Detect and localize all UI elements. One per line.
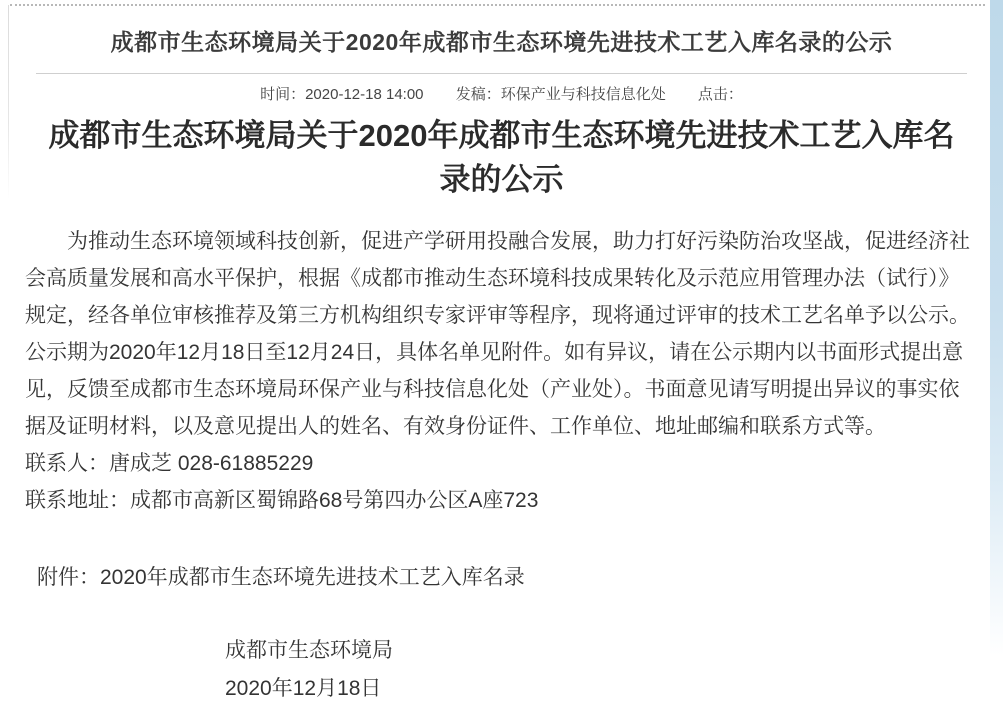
meta-time-label: 时间： [260,86,306,103]
article-title: 成都市生态环境局关于2020年成都市生态环境先进技术工艺入库名录的公示 [48,118,955,197]
meta-time [260,86,423,103]
signature-date: 2020年12月18日 [225,677,382,700]
article-paragraph: 为推动生态环境领域科技创新，促进产学研用投融合发展，助力打好污染防治攻坚战，促进经济社会高质量发展和高水平保护，根据《成都市推动生态环境科技成果转化及示范应用管理办法（试行）》规定，经各单位审核推荐及第三方机构组织专家评审等程序，现将通过评审的技术工艺名单予以公示。公示期为2020年12月18日至12月24日，具体名单见附件。如有异议，请在公示期内以书面形式提出意见，反馈至成都市生态环境局环保产业与科技信息化处（产业处）。书面意见请写明提出异议的事实依据及证明材料，以及意见提出人的姓名、有效身份证件、工作单位、地址邮编和联系方式等。 [25,230,970,438]
signature-block [225,632,978,708]
contact-person: 联系人：唐成芝 028-61885229 [25,452,314,475]
article-meta [0,74,1003,105]
meta-clicks-label: 点击： [697,86,743,103]
left-edge-line [8,5,9,200]
meta-publisher-label: 发稿： [455,86,501,103]
meta-publisher-value: 环保产业与科技信息化处 [500,86,666,103]
attachment-link[interactable]: 附件：2020年成都市生态环境先进技术工艺入库名录 [37,566,525,589]
attachment-row [25,559,978,596]
top-dotted-border [10,4,985,6]
article-body [25,223,978,708]
meta-clicks [698,86,743,103]
contact-address: 联系地址：成都市高新区蜀锦路68号第四办公区A座723 [25,489,539,512]
signature-org: 成都市生态环境局 [225,639,393,662]
page-header-title: 成都市生态环境局关于2020年成都市生态环境先进技术工艺入库名录的公示 [110,29,893,55]
meta-time-value: 2020-12-18 14:00 [305,86,424,103]
meta-publisher [456,86,666,103]
right-edge-band [990,0,1003,683]
